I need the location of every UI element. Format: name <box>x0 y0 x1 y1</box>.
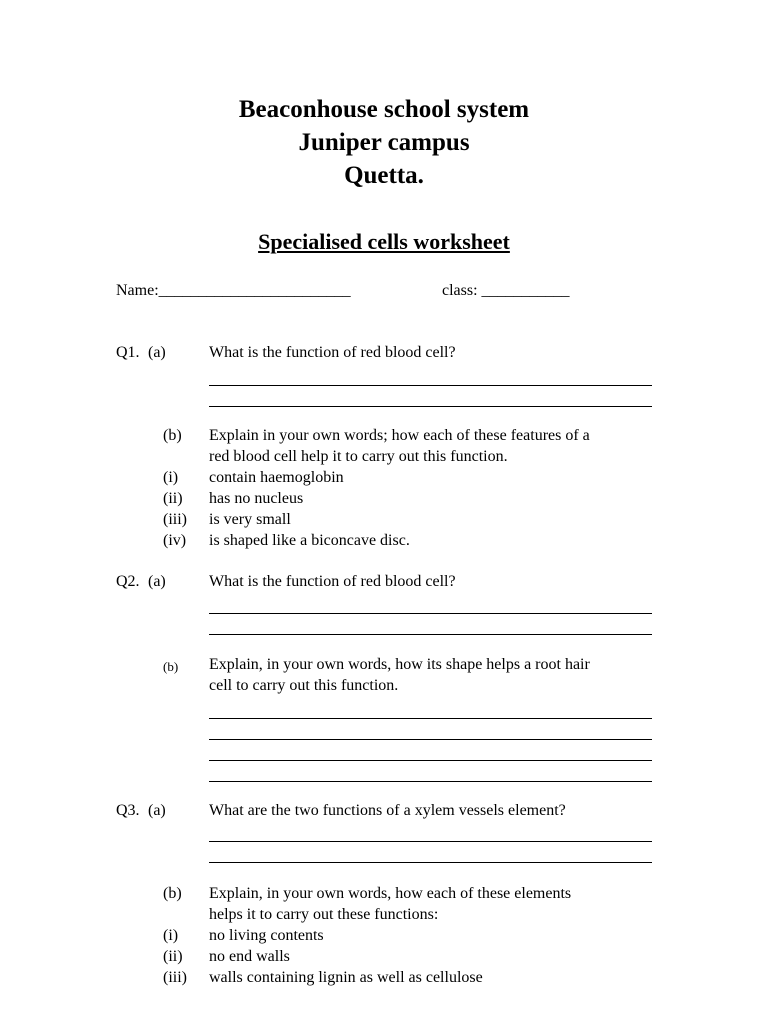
q2-b-answer-line-2[interactable] <box>209 739 652 740</box>
q3-item-label: (iii) <box>163 969 187 986</box>
q3-a-question: What are the two functions of a xylem vessels element? <box>209 802 566 819</box>
q1-item-text: is shaped like a biconcave disc. <box>209 532 410 549</box>
q2-b-answer-line-1[interactable] <box>209 718 652 719</box>
q2-a-answer-line-2[interactable] <box>209 634 652 635</box>
q3-b-question-line-1: Explain, in your own words, how each of these elements <box>209 885 572 902</box>
q2-a-answer-line-1[interactable] <box>209 613 652 614</box>
q1-b-label: (b) <box>163 427 182 444</box>
q2-b-label: (b) <box>163 659 179 674</box>
worksheet-title: Specialised cells worksheet <box>258 229 510 254</box>
q1-item-label: (i) <box>163 469 179 486</box>
q1-item-text: is very small <box>209 511 291 528</box>
q3-item-text: walls containing lignin as well as cellulose <box>209 969 483 986</box>
name-field[interactable]: Name:________________________ <box>116 282 351 299</box>
q1-b-question-line-2: red blood cell help it to carry out this function. <box>209 448 508 465</box>
q2-b-question-line-2: cell to carry out this function. <box>209 677 399 694</box>
q3-item-text: no end walls <box>209 948 290 965</box>
q3-a-answer-line-2[interactable] <box>209 862 652 863</box>
q2-b-answer-line-4[interactable] <box>209 781 652 782</box>
q1-item-label: (ii) <box>163 490 183 507</box>
q1-a-label: (a) <box>148 344 166 361</box>
campus-name: Juniper campus <box>298 129 470 156</box>
q3-item-label: (ii) <box>163 948 183 965</box>
q2-number: Q2. <box>116 573 140 590</box>
q3-b-label: (b) <box>163 885 182 902</box>
q1-a-question: What is the function of red blood cell? <box>209 344 456 361</box>
q1-item-label: (iv) <box>163 532 187 549</box>
city-name: Quetta. <box>344 162 424 189</box>
q1-a-answer-line-2[interactable] <box>209 406 652 407</box>
q3-item-text: no living contents <box>209 927 324 944</box>
class-field[interactable]: class: ___________ <box>442 282 570 299</box>
q2-b-question-line-1: Explain, in your own words, how its shape helps a root hair <box>209 656 590 673</box>
q2-a-question: What is the function of red blood cell? <box>209 573 456 590</box>
q3-b-question-line-2: helps it to carry out these functions: <box>209 906 439 923</box>
q1-item-label: (iii) <box>163 511 187 528</box>
q2-a-label: (a) <box>148 573 166 590</box>
q3-a-answer-line-1[interactable] <box>209 841 652 842</box>
q2-b-answer-line-3[interactable] <box>209 760 652 761</box>
q1-number: Q1. <box>116 344 140 361</box>
q3-a-label: (a) <box>148 802 166 819</box>
q1-a-answer-line-1[interactable] <box>209 385 652 386</box>
school-name: Beaconhouse school system <box>238 96 530 123</box>
q1-b-question-line-1: Explain in your own words; how each of these features of a <box>209 427 590 444</box>
q1-item-text: contain haemoglobin <box>209 469 344 486</box>
q3-number: Q3. <box>116 802 140 819</box>
q1-item-text: has no nucleus <box>209 490 304 507</box>
q3-item-label: (i) <box>163 927 179 944</box>
